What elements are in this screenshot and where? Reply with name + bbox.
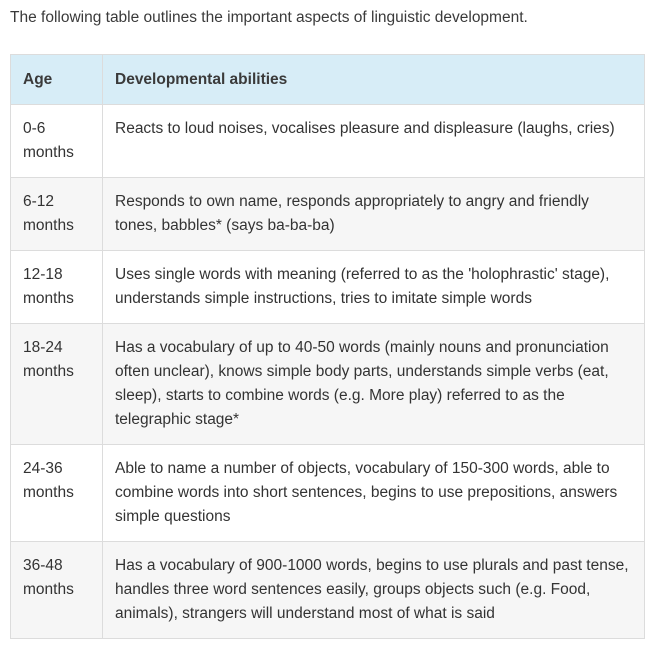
age-range: 0-6 (23, 120, 46, 137)
age-range: 36-48 (23, 557, 63, 574)
table-header (11, 55, 645, 105)
age-range: 18-24 (23, 339, 63, 356)
table-row (11, 445, 645, 542)
table-row (11, 105, 645, 178)
intro-paragraph: The following table outlines the important aspects of linguistic development. (10, 9, 528, 26)
age-cell (11, 178, 103, 251)
table-row (11, 324, 645, 445)
age-cell (11, 251, 103, 324)
abilities-cell: Able to name a number of objects, vocabulary of 150-300 words, able to combine words into short sentences, begins to use prepositions, answers simple questions (103, 445, 645, 542)
age-unit: months (23, 363, 74, 380)
abilities-cell: Has a vocabulary of up to 40-50 words (mainly nouns and pronunciation often unclear), knows simple body parts, understands simple verbs (eat, sleep), starts to combine words (e.g. More play) referred to as the telegraphic stage* (103, 324, 645, 445)
abilities-cell: Responds to own name, responds appropriately to angry and friendly tones, babbles* (says ba-ba-ba) (103, 178, 645, 251)
age-range: 24-36 (23, 460, 63, 477)
age-cell (11, 445, 103, 542)
abilities-cell: Uses single words with meaning (referred to as the 'holophrastic' stage), understands simple instructions, tries to imitate simple words (103, 251, 645, 324)
column-header-abilities: Developmental abilities (103, 55, 645, 105)
table-header-row (11, 55, 645, 105)
age-cell (11, 542, 103, 639)
age-unit: months (23, 581, 74, 598)
age-range: 6-12 (23, 193, 55, 210)
age-unit: months (23, 290, 74, 307)
column-header-age: Age (11, 55, 103, 105)
table-row (11, 251, 645, 324)
table-row (11, 178, 645, 251)
age-unit: months (23, 484, 74, 501)
table-row (11, 542, 645, 639)
age-unit: months (23, 217, 74, 234)
table-body (11, 105, 645, 639)
abilities-cell: Reacts to loud noises, vocalises pleasure and displeasure (laughs, cries) (103, 105, 645, 178)
linguistic-development-table (10, 54, 645, 639)
abilities-cell: Has a vocabulary of 900-1000 words, begins to use plurals and past tense, handles three word sentences easily, groups objects such (e.g. Food, animals), strangers will understand most of what is said (103, 542, 645, 639)
age-range: 12-18 (23, 266, 63, 283)
age-cell (11, 105, 103, 178)
age-cell (11, 324, 103, 445)
age-unit: months (23, 144, 74, 161)
